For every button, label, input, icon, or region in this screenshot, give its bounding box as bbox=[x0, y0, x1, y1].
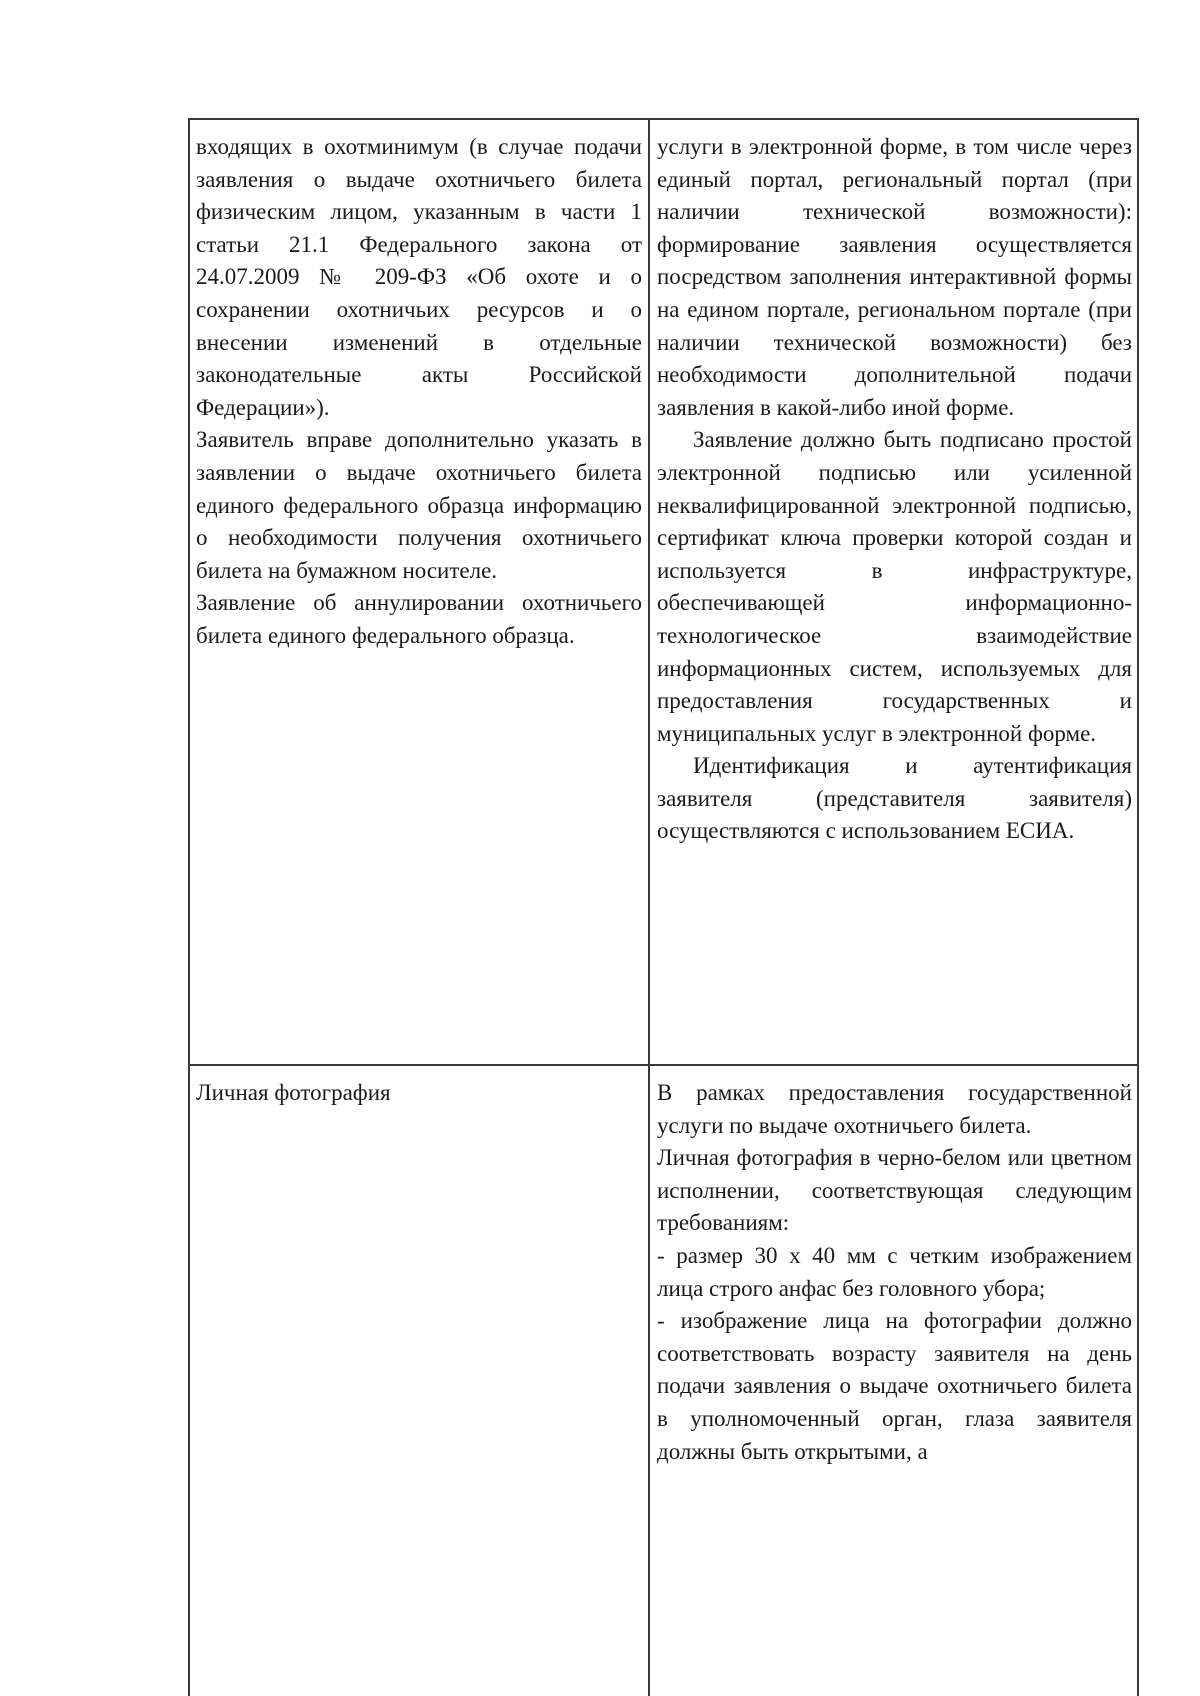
paragraph: услуги в электронной форме, в том числе через единый портал, региональный портал (при наличии технической возможности): формирование заявления осуществляется посредством заполнения интерактивной формы на едином портале, региональном портале (при наличии технической возможности) без необходимости дополнительной подачи заявления в какой-либо иной форме. bbox=[657, 134, 1132, 420]
table-cell-row1-right bbox=[657, 131, 1132, 848]
paragraph: входящих в охотминимум (в случае подачи заявления о выдаче охотничьего билета физическим лицом, указанным в части 1 статьи 21.1 Федерального закона от 24.07.2009 № 209-ФЗ «Об охоте и о сохранении охотничьих ресурсов и о внесении изменений в отдельные законодательные акты Российской Федерации»). bbox=[196, 134, 642, 420]
table-column-divider bbox=[648, 118, 650, 1696]
paragraph: Личная фотография в черно-белом или цветном исполнении, соответствующая следующим требованиям: bbox=[657, 1145, 1132, 1236]
paragraph: Идентификация и аутентификация заявителя (представителя заявителя) осуществляются с использованием ЕСИА. bbox=[657, 753, 1132, 844]
paragraph: Заявление должно быть подписано простой электронной подписью или усиленной неквалифицированной электронной подписью, сертификат ключа проверки которой создан и используется в инфраструктуре, обеспечивающей информационно-технологическое взаимодействие информационных систем, используемых для предоставления государственных и муниципальных услуг в электронной форме. bbox=[657, 427, 1132, 746]
paragraph: Заявление об аннулировании охотничьего билета единого федерального образца. bbox=[196, 590, 642, 648]
table-cell-row2-left bbox=[196, 1077, 642, 1110]
table-row-divider bbox=[188, 1064, 1139, 1066]
paragraph: - изображение лица на фотографии должно соответствовать возрасту заявителя на день подачи заявления о выдаче охотничьего билета в уполномоченный орган, глаза заявителя должны быть открытыми, а bbox=[657, 1308, 1132, 1464]
table-cell-row2-right bbox=[657, 1077, 1132, 1468]
table-cell-row1-left bbox=[196, 131, 642, 653]
paragraph: В рамках предоставления государственной услуги по выдаче охотничьего билета. bbox=[657, 1080, 1132, 1138]
paragraph: - размер 30 х 40 мм с четким изображением лица строго анфас без головного убора; bbox=[657, 1242, 1132, 1301]
paragraph: Заявитель вправе дополнительно указать в заявлении о выдаче охотничьего билета единого федерального образца информацию о необходимости получения охотничьего билета на бумажном носителе. bbox=[196, 427, 642, 583]
paragraph: Личная фотография bbox=[196, 1080, 391, 1105]
